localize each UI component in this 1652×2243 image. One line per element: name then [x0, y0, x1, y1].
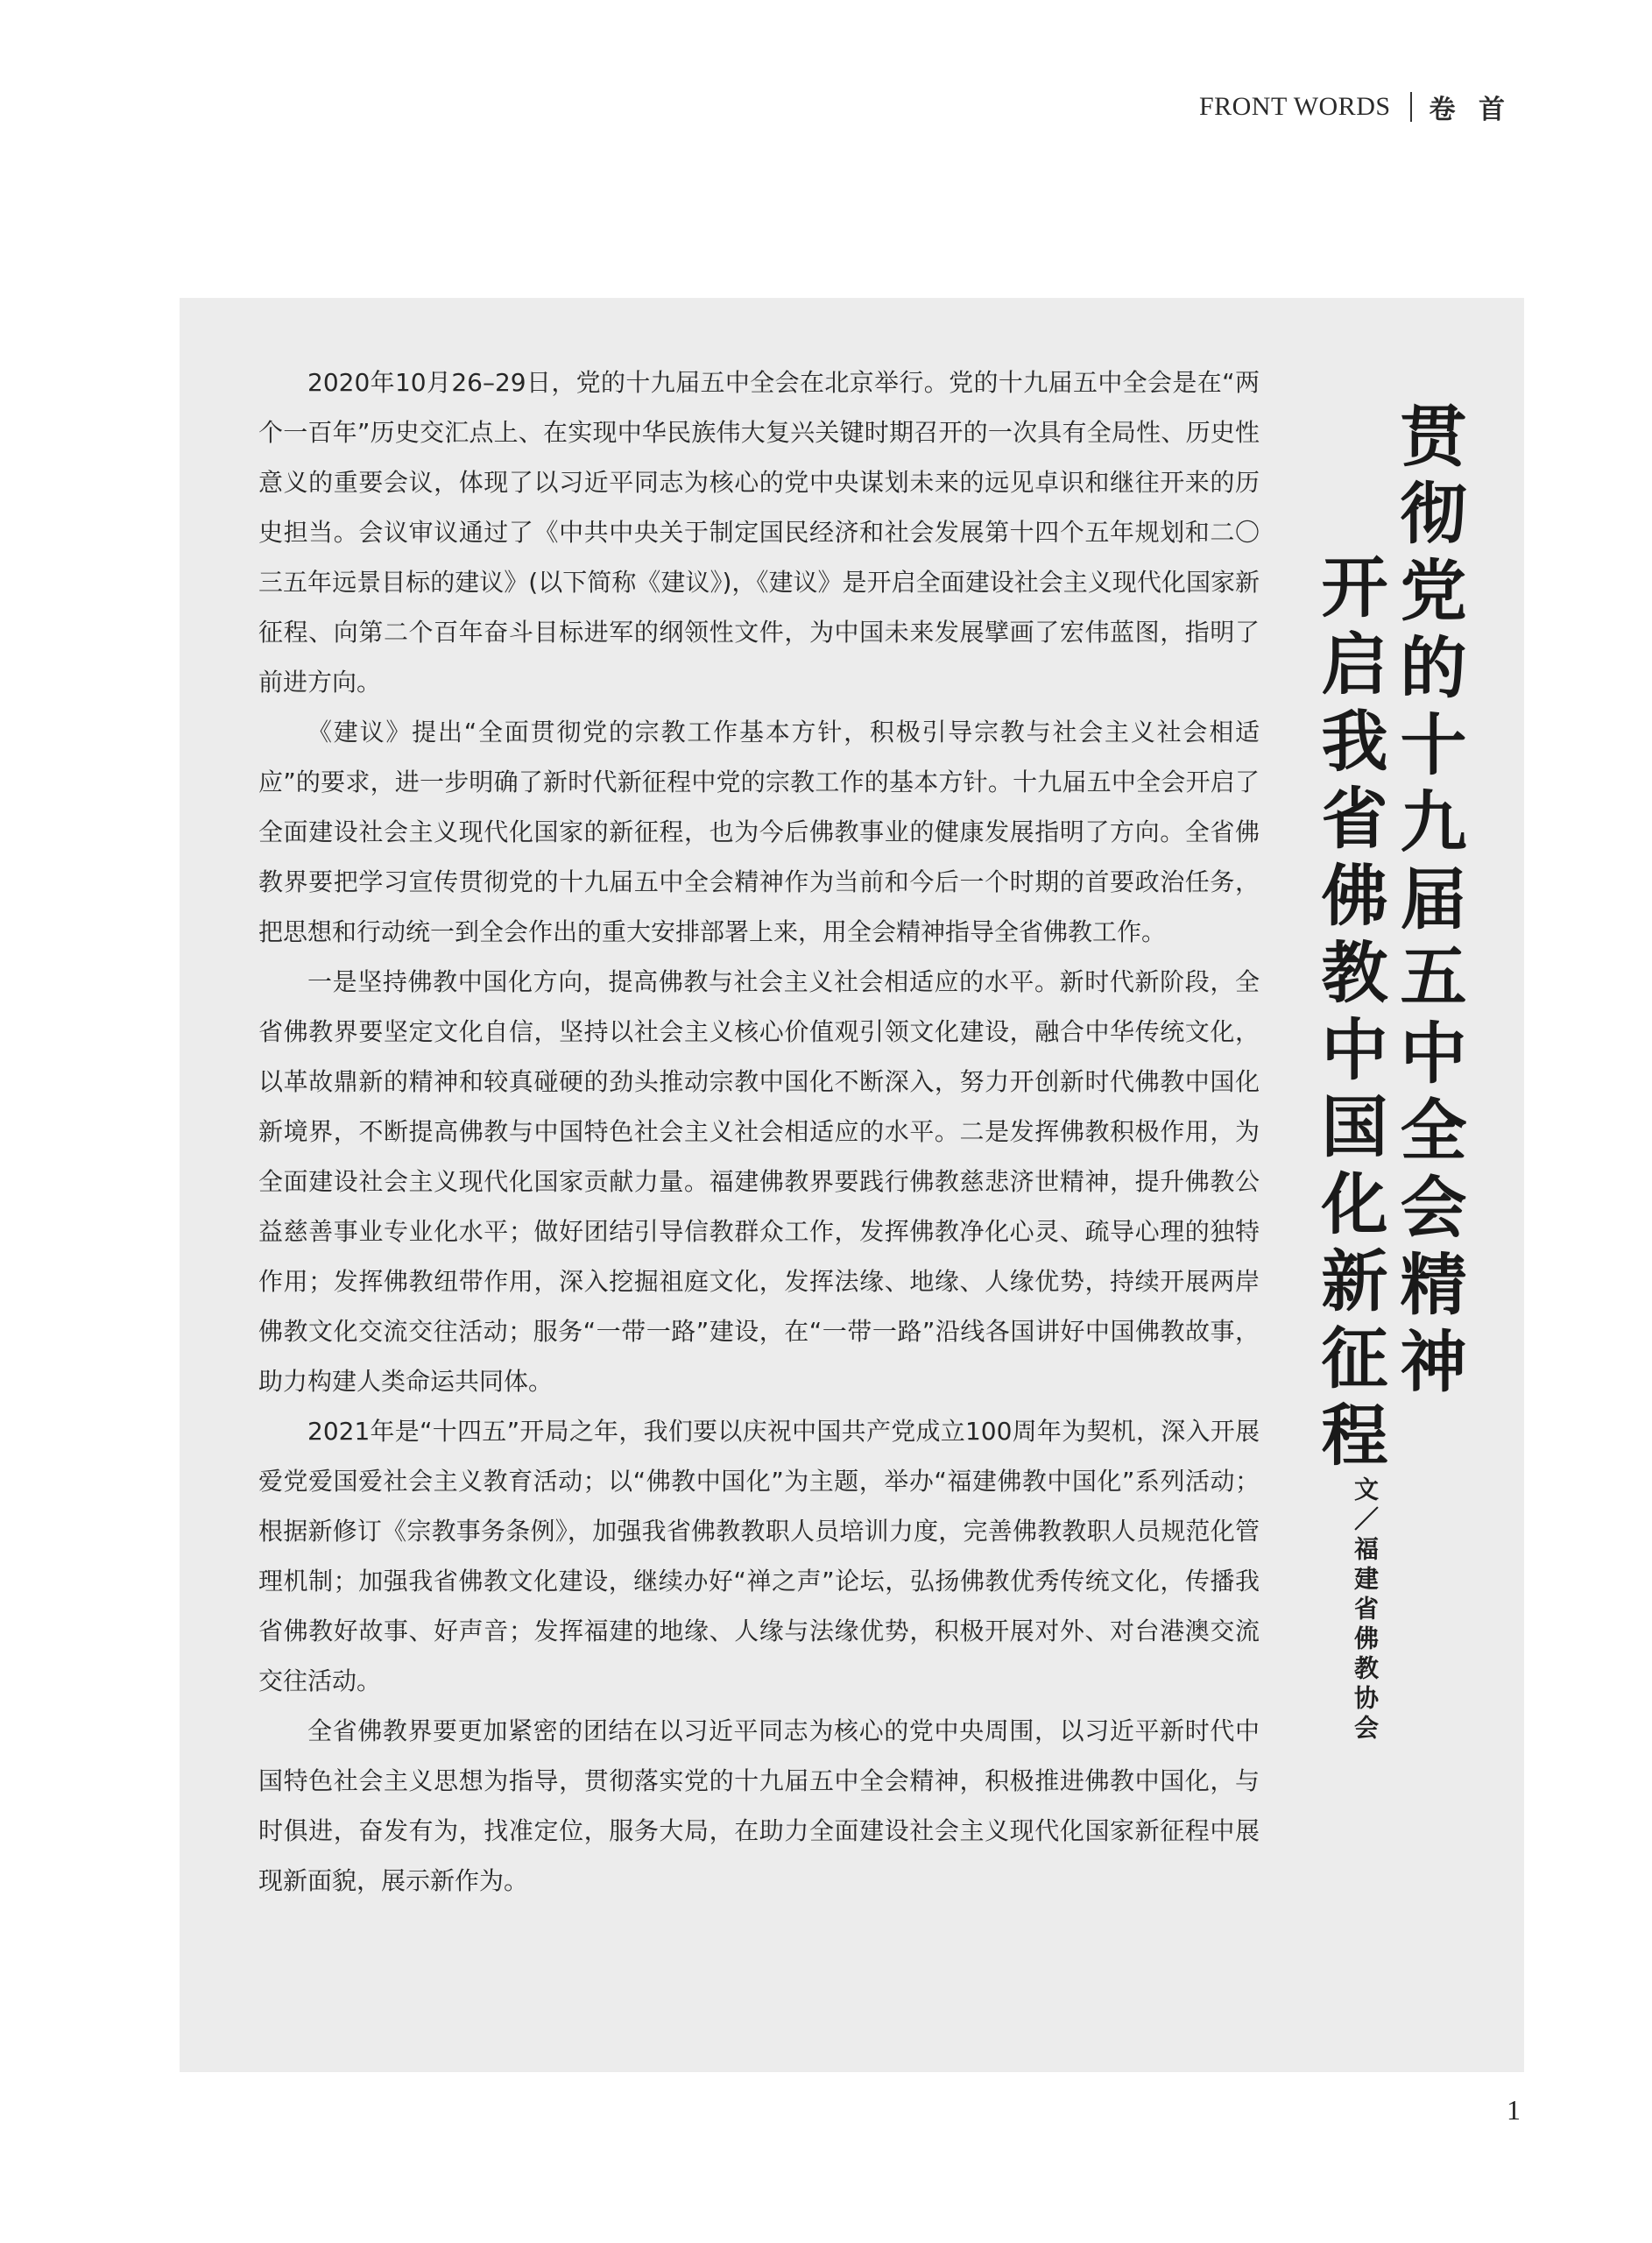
paragraph-5: 全省佛教界要更加紧密的团结在以习近平同志为核心的党中央周围，以习近平新时代中国特色社会主义思想为指导，贯彻落实党的十九届五中全会精神，积极推进佛教中国化，与时俱进，奋发有为，找准定位，服务大局，在助力全面建设社会主义现代化国家新征程中展现新面貌，展示新作为。 — [258, 1716, 1260, 1895]
running-header — [1199, 88, 1512, 126]
header-divider — [1410, 92, 1412, 122]
author-byline: 文／福建省佛教协会 — [1351, 1476, 1380, 1744]
title-line-1: 贯彻党的十九届五中全会精神 — [1389, 401, 1467, 1404]
section-label-en: FRONT WORDS — [1198, 92, 1391, 121]
article-title — [1261, 298, 1524, 2072]
paragraph-4: 2021年是“十四五”开局之年，我们要以庆祝中国共产党成立100周年为契机，深入开展爱党爱国爱社会主义教育活动；以“佛教中国化”为主题，举办“福建佛教中国化”系列活动；根据新修订《宗教事务条例》，加强我省佛教教职人员培训力度，完善佛教教职人员规范化管理机制；加强我省佛教文化建设，继续办好“禅之声”论坛，弘扬佛教优秀传统文化，传播我省佛教好故事、好声音；发挥福建的地缘、人缘与法缘优势，积极开展对外、对台港澳交流交往活动。 — [258, 1417, 1260, 1695]
section-label-cn: 卷 首 — [1429, 95, 1512, 125]
paragraph-3: 一是坚持佛教中国化方向，提高佛教与社会主义社会相适应的水平。新时代新阶段，全省佛教界要坚定文化自信，坚持以社会主义核心价值观引领文化建设，融合中华传统文化，以革故鼎新的精神和较真碰硬的劲头推动宗教中国化不断深入，努力开创新时代佛教中国化新境界，不断提高佛教与中国特色社会主义社会相适应的水平。二是发挥佛教积极作用，为全面建设社会主义现代化国家贡献力量。福建佛教界要践行佛教慈悲济世精神，提升佛教公益慈善事业专业化水平；做好团结引导信教群众工作，发挥佛教净化心灵、疏导心理的独特作用；发挥佛教纽带作用，深入挖掘祖庭文化，发挥法缘、地缘、人缘优势，持续开展两岸佛教文化交流交往活动；服务“一带一路”建设，在“一带一路”沿线各国讲好中国佛教故事，助力构建人类命运共同体。 — [258, 967, 1260, 1396]
article-panel — [180, 298, 1524, 2072]
page-number: 1 — [1507, 2094, 1521, 2126]
title-line-2: 开启我省佛教中国化新征程 — [1310, 552, 1388, 1477]
paragraph-1: 2020年10月26–29日，党的十九届五中全会在北京举行。党的十九届五中全会是在“两个一百年”历史交汇点上、在实现中华民族伟大复兴关键时期召开的一次具有全局性、历史性意义的重要会议，体现了以习近平同志为核心的党中央谋划未来的远见卓识和继往开来的历史担当。会议审议通过了《中共中央关于制定国民经济和社会发展第十四个五年规划和二〇三五年远景目标的建议》(以下简称《建议》)，《建议》是开启全面建设社会主义现代化国家新征程、向第二个百年奋斗目标进军的纲领性文件，为中国未来发展擘画了宏伟蓝图，指明了前进方向。 — [258, 368, 1260, 697]
paragraph-2: 《建议》提出“全面贯彻党的宗教工作基本方针，积极引导宗教与社会主义社会相适应”的要求，进一步明确了新时代新征程中党的宗教工作的基本方针。十九届五中全会开启了全面建设社会主义现代化国家的新征程，也为今后佛教事业的健康发展指明了方向。全省佛教界要把学习宣传贯彻党的十九届五中全会精神作为当前和今后一个时期的首要政治任务，把思想和行动统一到全会作出的重大安排部署上来，用全会精神指导全省佛教工作。 — [258, 718, 1260, 946]
article-body — [258, 357, 1260, 1906]
